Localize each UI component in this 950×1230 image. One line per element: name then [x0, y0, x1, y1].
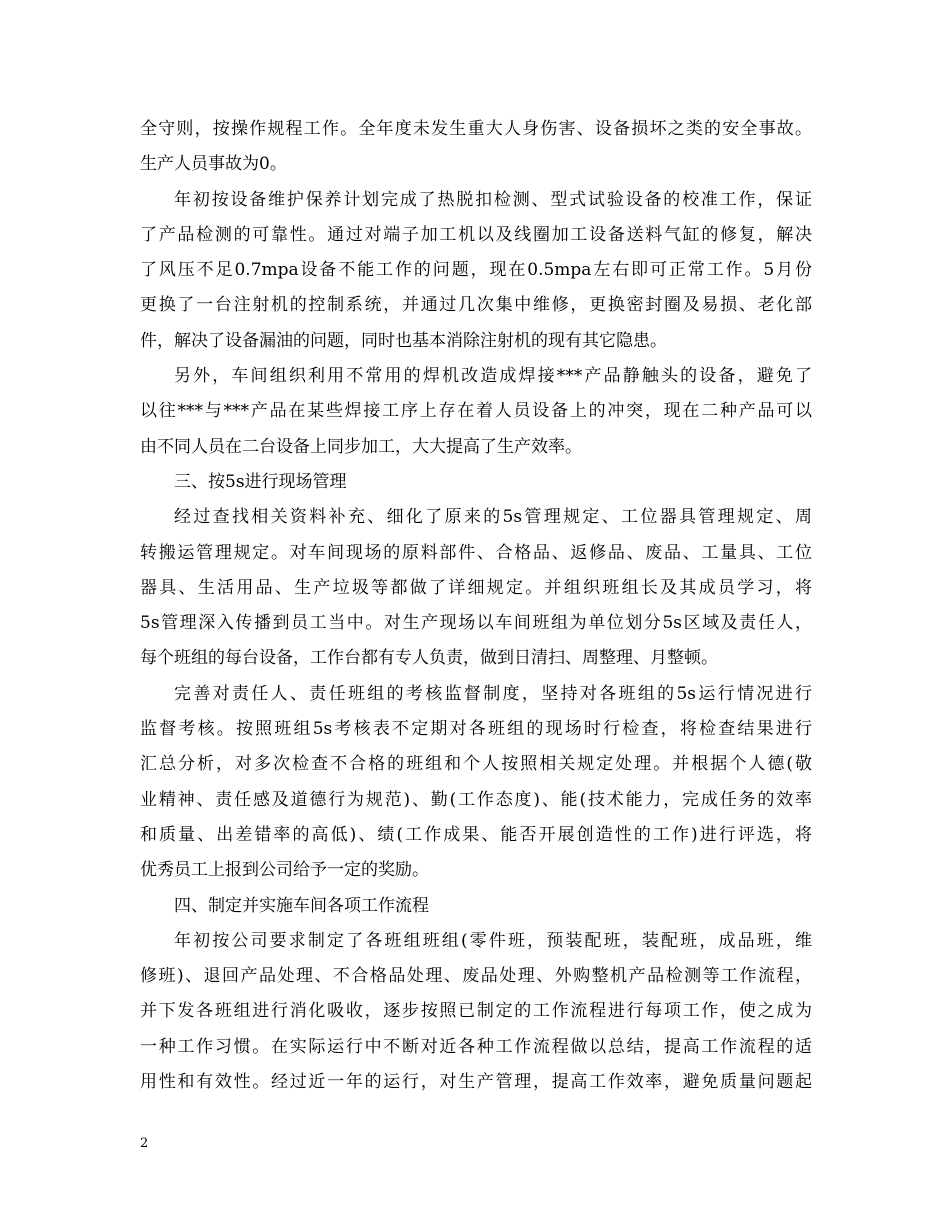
text-line: 了风压不足0.7mpa设备不能工作的问题，现在0.5mpa左右即可正常工作。5月份 — [140, 260, 812, 281]
text-line: 另外，车间组织利用不常用的焊机改造成焊接***产品静触头的设备，避免了 — [174, 366, 812, 387]
text-line: 件，解决了设备漏油的问题，同时也基本消除注射机的现有其它隐患。 — [140, 330, 667, 351]
text-line: 汇总分析，对多次检查不合格的班组和个人按照相关规定处理。并根据个人德(敬 — [140, 754, 812, 775]
text-line: 生产人员事故为0。 — [140, 154, 287, 175]
text-line: 转搬运管理规定。对车间现场的原料部件、合格品、返修品、废品、工量具、工位 — [140, 542, 812, 563]
text-line: 一种工作习惯。在实际运行中不断对近各种工作流程做以总结，提高工作流程的适 — [140, 1036, 812, 1057]
text-line: 经过查找相关资料补充、细化了原来的5s管理规定、工位器具管理规定、周 — [174, 507, 812, 528]
text-line: 业精神、责任感及道德行为规范)、勤(工作态度)、能(技术能力，完成任务的效率 — [140, 789, 812, 810]
text-line: 由不同人员在二台设备上同步加工，大大提高了生产效率。 — [140, 436, 582, 457]
page-number: 2 — [140, 1136, 149, 1151]
text-line: 5s管理深入传播到员工当中。对生产现场以车间班组为单位划分5s区域及责任人， — [140, 613, 812, 634]
text-line: 全守则，按操作规程工作。全年度未发生重大人身伤害、设备损坏之类的安全事故。 — [140, 119, 812, 139]
text-line: 监督考核。按照班组5s考核表不定期对各班组的现场时行检查，将检查结果进行 — [140, 719, 812, 740]
text-line: 更换了一台注射机的控制系统，并通过几次集中维修，更换密封圈及易损、老化部 — [140, 295, 812, 316]
text-line: 优秀员工上报到公司给予一定的奖励。 — [140, 860, 429, 881]
text-line: 和质量、出差错率的高低)、绩(工作成果、能否开展创造性的工作)进行评选，将 — [140, 824, 812, 845]
text-line: 年初按设备维护保养计划完成了热脱扣检测、型式试验设备的校准工作，保证 — [174, 189, 812, 210]
text-line: 器具、生活用品、生产垃圾等都做了详细规定。并组织班组长及其成员学习，将 — [140, 577, 812, 598]
text-line: 了产品检测的可靠性。通过对端子加工机以及线圈加工设备送料气缸的修复，解决 — [140, 224, 812, 245]
text-line: 四、制定并实施车间各项工作流程 — [174, 895, 429, 916]
text-line: 每个班组的每台设备，工作台都有专人负责，做到日清扫、周整理、月整顿。 — [140, 648, 718, 669]
text-line: 完善对责任人、责任班组的考核监督制度，坚持对各班组的5s运行情况进行 — [174, 683, 812, 704]
text-line: 三、按5s进行现场管理 — [174, 471, 347, 492]
document-body — [140, 112, 812, 1100]
text-line: 年初按公司要求制定了各班组班组(零件班，预装配班，装配班，成品班，维 — [174, 930, 812, 951]
text-line: 以往***与***产品在某些焊接工序上存在着人员设备上的冲突，现在二种产品可以 — [140, 401, 812, 422]
text-line: 用性和有效性。经过近一年的运行，对生产管理，提高工作效率，避免质量问题起 — [140, 1072, 812, 1093]
text-line: 修班)、退回产品处理、不合格品处理、废品处理、外购整机产品检测等工作流程， — [140, 966, 812, 987]
text-line: 并下发各班组进行消化吸收，逐步按照已制定的工作流程进行每项工作，使之成为 — [140, 1001, 812, 1022]
